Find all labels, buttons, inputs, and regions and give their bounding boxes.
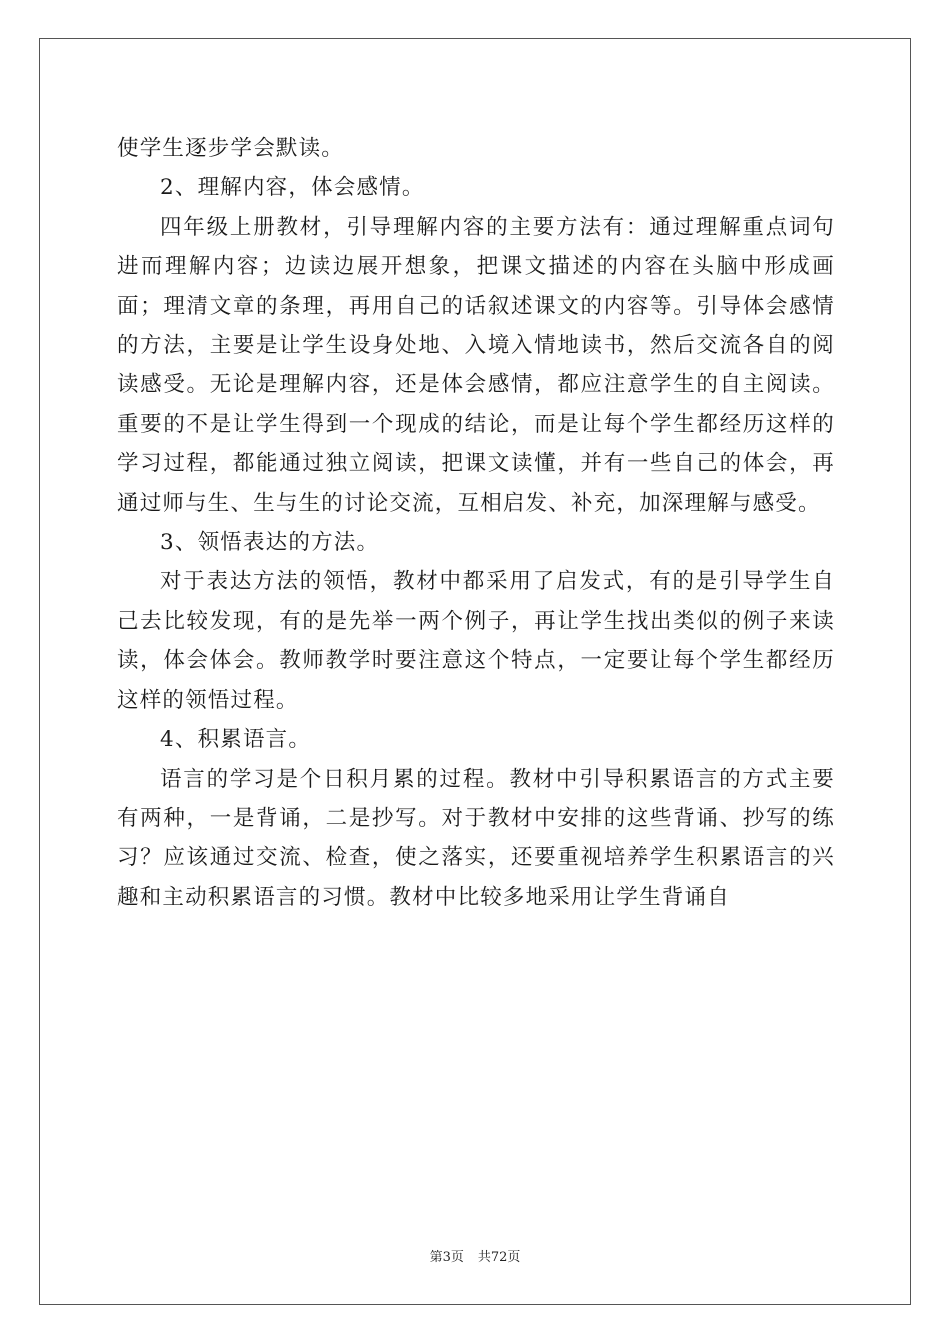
paragraph-expression-methods: 对于表达方法的领悟，教材中都采用了启发式，有的是引导学生自己去比较发现，有的是先举一两个例子，再让学生找出类似的例子来读读，体会体会。教师教学时要注意这个特点，一定要让每个学生都经历这样的领悟过程。 [117, 569, 835, 713]
current-page-number: 第3页 [429, 1250, 464, 1265]
page-footer [0, 1246, 950, 1265]
document-body [117, 129, 835, 917]
heading-expression-methods: 3、领悟表达的方法。 [160, 530, 380, 556]
paragraph-continuation: 使学生逐步学会默读。 [117, 136, 345, 161]
paragraph-understand-content: 四年级上册教材，引导理解内容的主要方法有：通过理解重点词句进而理解内容；边读边展开想象，把课文描述的内容在头脑中形成画面；理清文章的条理，再用自己的话叙述课文的内容等。引导体会感情的方法，主要是让学生设身处地、入境入情地读书，然后交流各自的阅读感受。无论是理解内容，还是体会感情，都应注意学生的自主阅读。重要的不是让学生得到一个现成的结论，而是让每个学生都经历这样的学习过程，都能通过独立阅读，把课文读懂，并有一些自己的体会，再通过师与生、生与生的讨论交流，互相启发、补充，加深理解与感受。 [117, 214, 835, 516]
total-page-count: 共72页 [477, 1250, 521, 1265]
heading-accumulate-language: 4、积累语言。 [160, 727, 312, 753]
paragraph-accumulate-language: 语言的学习是个日积月累的过程。教材中引导积累语言的方式主要有两种，一是背诵，二是抄写。对于教材中安排的这些背诵、抄写的练习？应该通过交流、检查，使之落实，还要重视培养学生积累语言的兴趣和主动积累语言的习惯。教材中比较多地采用让学生背诵自 [117, 766, 835, 910]
heading-understand-content: 2、理解内容，体会感情。 [160, 175, 425, 201]
